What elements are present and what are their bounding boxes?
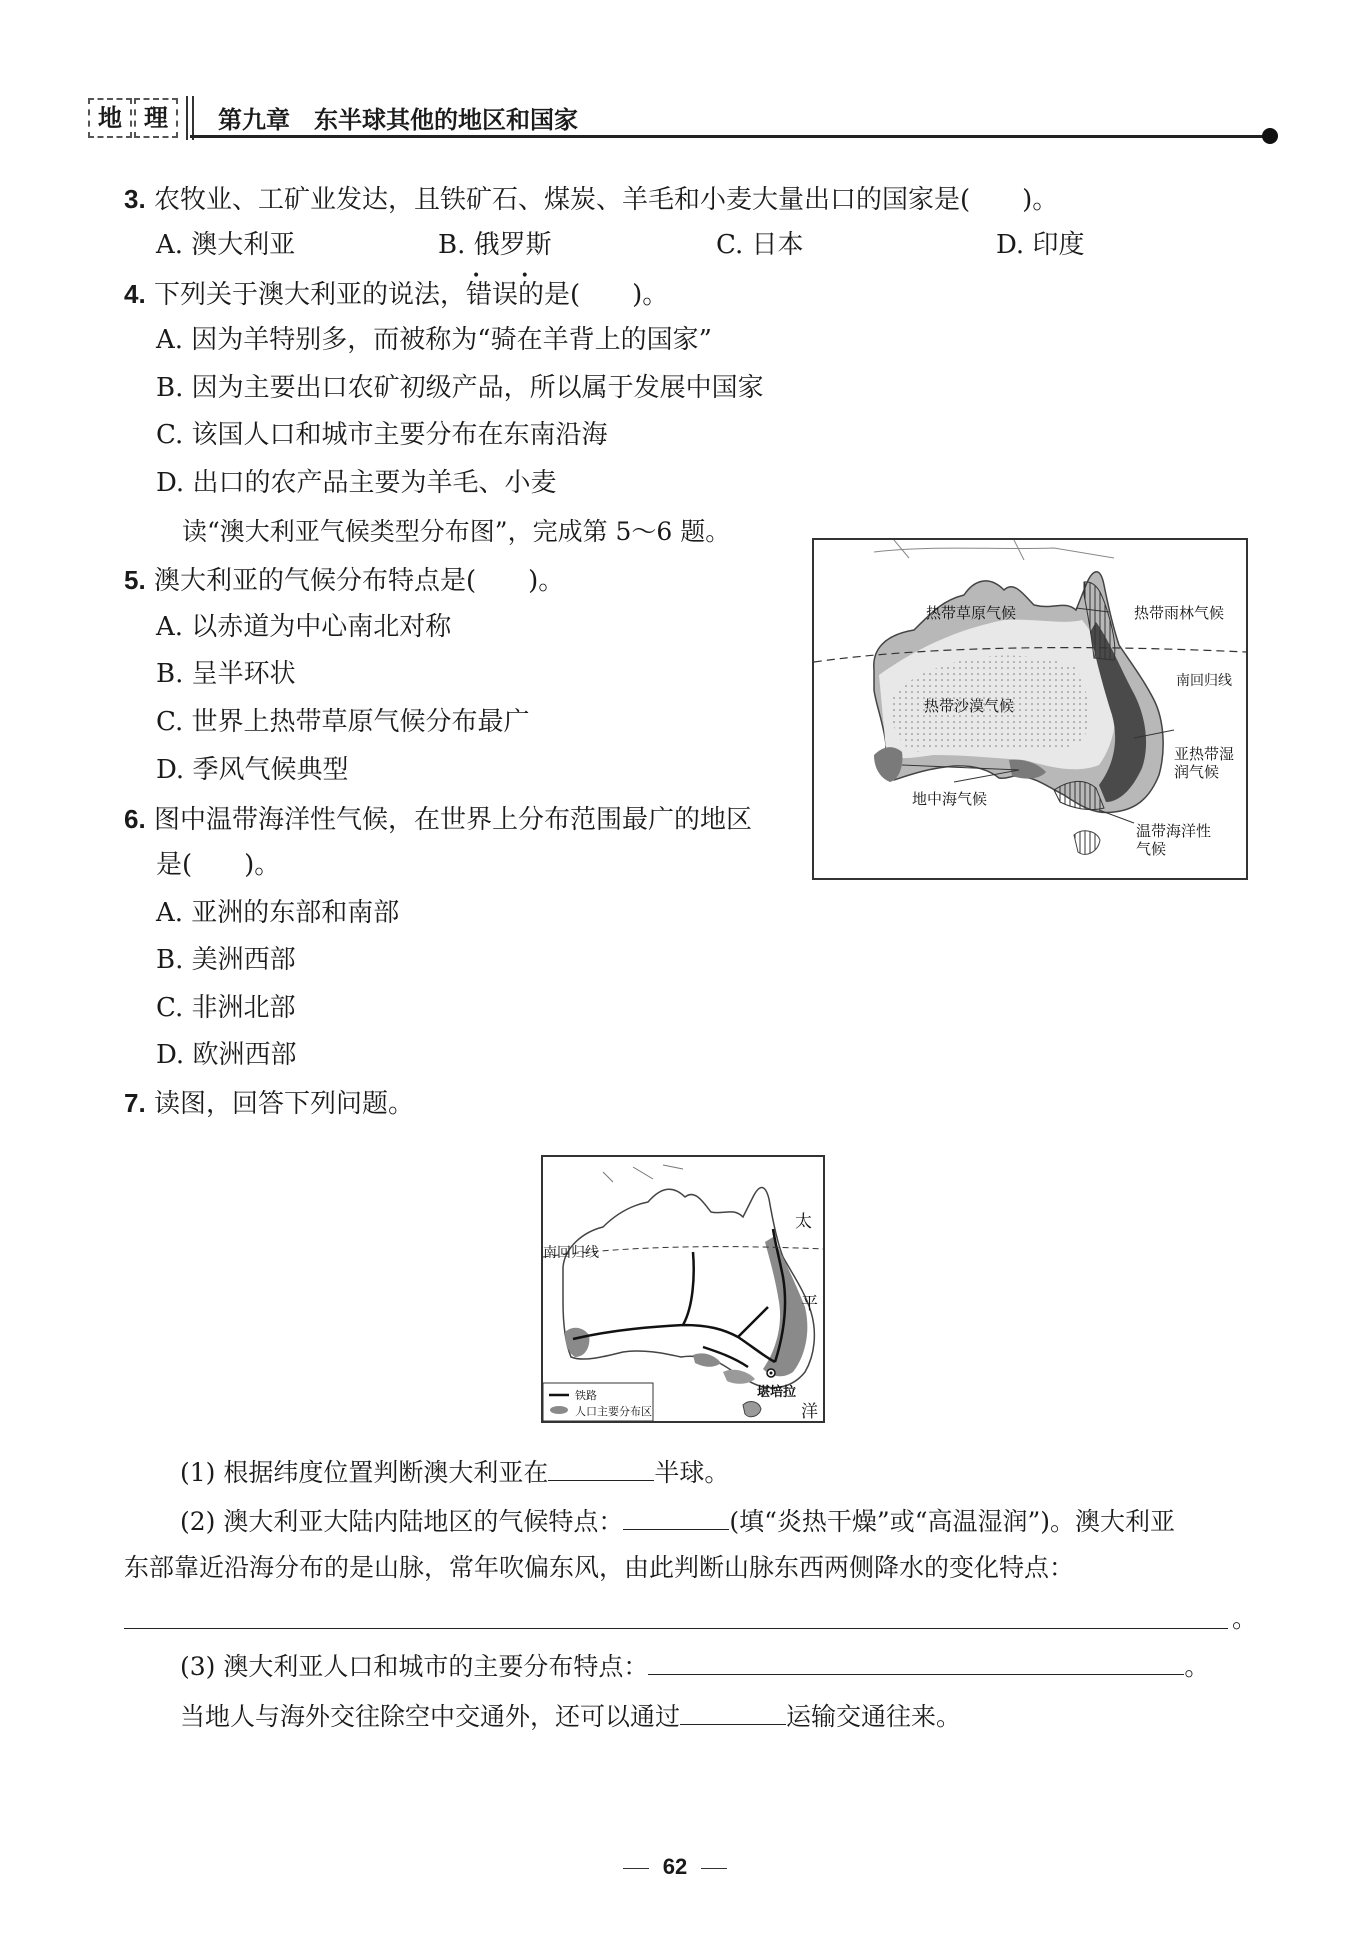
q4-option-c[interactable]: C. 该国人口和城市主要分布在东南沿海	[156, 420, 608, 450]
question-3	[124, 186, 1058, 213]
label-rainforest: 热带雨林气候	[1134, 604, 1225, 622]
legend-pop-label: 人口主要分布区	[575, 1405, 652, 1418]
question-number: 3.	[124, 184, 146, 214]
q6-option-c[interactable]: C. 非洲北部	[156, 993, 296, 1023]
q5-option-a[interactable]: A. 以赤道为中心南北对称	[156, 612, 452, 642]
subject-char-2: 理	[134, 98, 178, 138]
header-rule	[190, 135, 1265, 138]
page-number-dash-left	[623, 1868, 649, 1869]
q7-part-3-transport-blank[interactable]	[680, 1702, 786, 1725]
legend-rail-label: 铁路	[575, 1389, 597, 1402]
label-savanna: 热带草原气候	[926, 604, 1017, 622]
tasmania	[743, 1402, 761, 1417]
question-stem: 澳大利亚的气候分布特点是( )。	[153, 566, 565, 596]
label-tropic: 南回归线	[543, 1245, 599, 1261]
q3-option-a[interactable]: A. 澳大利亚	[156, 230, 296, 260]
label-mediterranean: 地中海气候	[912, 790, 988, 808]
q7-part-2	[180, 1507, 1175, 1534]
q7-part-2-blank[interactable]	[623, 1507, 729, 1530]
question-7	[124, 1090, 414, 1117]
label-ocean-char-1: 太	[795, 1212, 812, 1232]
q7-part-3-period: 。	[1184, 1652, 1210, 1681]
question-stem-pre: 下列关于澳大利亚的说法，	[153, 280, 466, 310]
header-divider	[186, 96, 188, 140]
q6-option-d[interactable]: D. 欧洲西部	[156, 1040, 297, 1070]
q7-part-3-line2-suffix: 运输交通往来。	[786, 1702, 962, 1731]
climate-map	[812, 538, 1248, 880]
page-number	[0, 1854, 1350, 1880]
coastline-north	[874, 548, 1114, 558]
q7-part-3-text: (3) 澳大利亚人口和城市的主要分布特点：	[180, 1652, 649, 1681]
rail-map	[541, 1155, 825, 1423]
q7-part-2-period: 。	[1232, 1604, 1258, 1633]
emphasis-dotted-word	[465, 268, 547, 310]
label-oceanic: 温带海洋性气候	[1136, 822, 1212, 858]
label-desert: 热带沙漠气候	[924, 697, 1015, 715]
emphasis-dots: • •	[471, 268, 547, 284]
tasmania	[1074, 831, 1100, 854]
subject-char-1: 地	[88, 98, 132, 138]
q4-option-d[interactable]: D. 出口的农产品主要为羊毛、小麦	[156, 468, 557, 498]
q5-option-d[interactable]: D. 季风气候典型	[156, 755, 349, 785]
q7-part-3-blank[interactable]	[648, 1652, 1184, 1675]
q3-option-c[interactable]: C. 日本	[716, 230, 804, 260]
q7-part-2-suffix: (填“炎热干燥”或“高温湿润”)。澳大利亚	[729, 1507, 1176, 1536]
q3-option-d[interactable]: D. 印度	[996, 230, 1085, 260]
q7-part-1-suffix: 半球。	[654, 1458, 730, 1487]
legend-pop-swatch	[550, 1406, 568, 1414]
page-number-dash-right	[701, 1868, 727, 1869]
q7-part-2-text: (2) 澳大利亚大陆内陆地区的气候特点：	[180, 1507, 624, 1536]
q6-option-a[interactable]: A. 亚洲的东部和南部	[156, 898, 400, 928]
q7-part-3-line2-text: 当地人与海外交往除空中交通外，还可以通过	[180, 1702, 681, 1731]
question-stem-post: 的是( )。	[517, 280, 669, 310]
question-stem: 农牧业、工矿业发达，且铁矿石、煤炭、羊毛和小麦大量出口的国家是( )。	[153, 185, 1059, 215]
q7-part-3-line2	[180, 1702, 961, 1729]
chapter-title: 第九章 东半球其他的地区和国家	[218, 106, 578, 134]
q4-option-b[interactable]: B. 因为主要出口农矿初级产品，所以属于发展中国家	[156, 373, 764, 403]
label-subtropical: 亚热带湿润气候	[1174, 745, 1235, 781]
question-4	[124, 268, 669, 310]
question-number: 4.	[124, 279, 146, 309]
header-rule-dot	[1262, 128, 1278, 144]
q7-part-1-text: (1) 根据纬度位置判断澳大利亚在	[180, 1458, 549, 1487]
q7-part-3	[180, 1652, 1209, 1679]
question-6	[124, 806, 752, 833]
question-number: 7.	[124, 1088, 146, 1118]
header-divider-2	[192, 96, 194, 140]
question-5	[124, 567, 564, 594]
question-stem: 读图，回答下列问题。	[153, 1089, 414, 1119]
q5-option-b[interactable]: B. 呈半环状	[156, 659, 296, 689]
q7-part-2-answer-line[interactable]	[124, 1628, 1228, 1629]
q7-part-2-line2: 东部靠近沿海分布的是山脉，常年吹偏东风，由此判断山脉东西两侧降水的变化特点：	[124, 1553, 1075, 1582]
q5-option-c[interactable]: C. 世界上热带草原气候分布最广	[156, 707, 530, 737]
label-canberra: 堪培拉	[757, 1385, 797, 1400]
q7-part-1-blank[interactable]	[548, 1458, 654, 1481]
question-6-stem-line2: 是( )。	[156, 850, 281, 880]
q6-option-b[interactable]: B. 美洲西部	[156, 945, 296, 975]
page-number-value: 62	[662, 1854, 688, 1879]
q3-option-b[interactable]: B. 俄罗斯	[438, 230, 552, 260]
label-ocean-char-2: 平	[801, 1294, 818, 1314]
question-stem-emphasis: 错误	[465, 280, 518, 310]
q7-part-1	[180, 1458, 729, 1485]
question-number: 5.	[124, 565, 146, 595]
question-stem: 图中温带海洋性气候，在世界上分布范围最广的地区	[153, 805, 752, 835]
instruction-5-6: 读“澳大利亚气候类型分布图”，完成第 5～6 题。	[182, 517, 731, 546]
label-tropic: 南回归线	[1176, 673, 1232, 689]
question-number: 6.	[124, 804, 146, 834]
label-ocean-char-3: 洋	[801, 1402, 818, 1422]
q4-option-a[interactable]: A. 因为羊特别多，而被称为“骑在羊背上的国家”	[156, 325, 712, 355]
